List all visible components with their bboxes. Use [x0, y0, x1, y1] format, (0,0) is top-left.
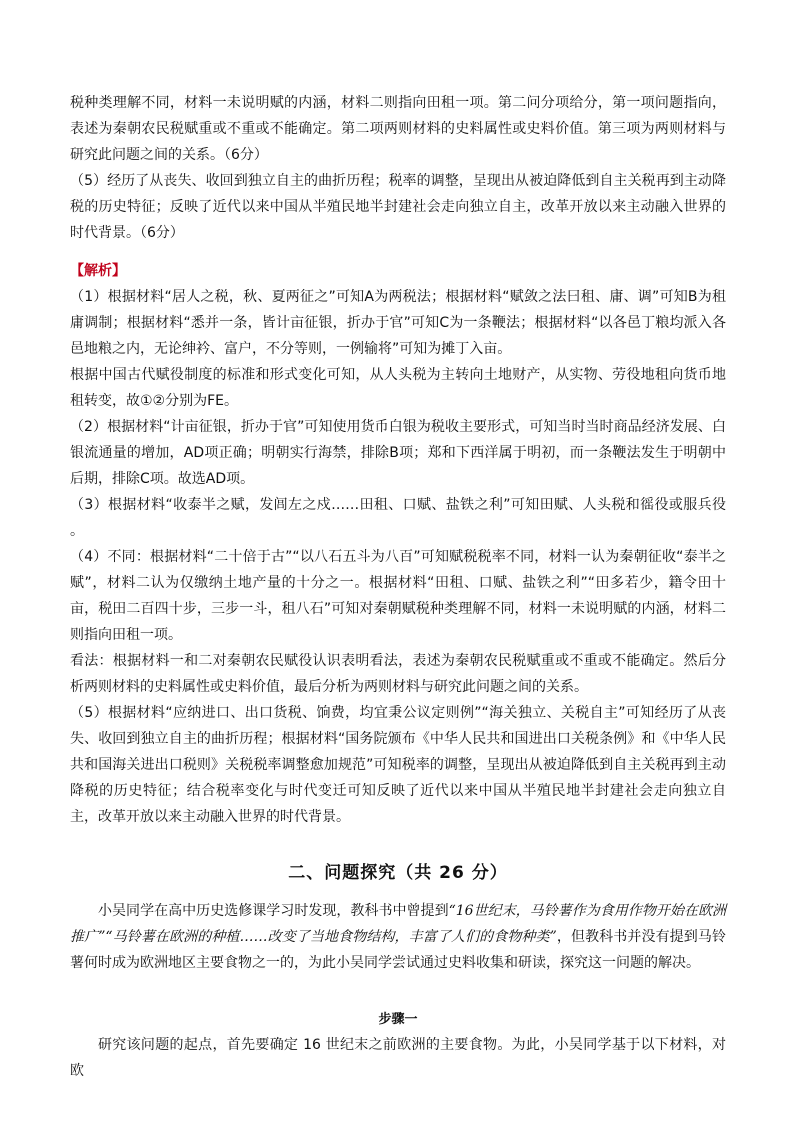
textbook-quote-2: “马铃薯在欧洲的种植……改变了当地食物结构，丰富了人们的食物种类” — [105, 929, 557, 945]
step-one-section — [70, 1032, 726, 1084]
intro-text-b: ，但教科书并没有提到马铃薯何时成为欧洲地区主要食物之一的，为此小吴同学尝试通过史料收集和研读，探究这一问题的解决。 — [70, 929, 726, 971]
textbook-quote-1: “16世纪末，马铃薯作为食用作物开始在欧洲推广” — [70, 903, 726, 945]
section-title: 二、问题探究（共 26 分） — [288, 863, 508, 883]
intro-text-a: 小吴同学在高中历史选修课学习时发现，教科书中曾提到 — [98, 903, 449, 919]
analysis-q4-view: 看法：根据材料一和二对秦朝农民赋役认识表明看法，表述为秦朝农民税赋重或不重或不能确定。然后分析两则材料的史料属性或史料价值，最后分析为两则材料与研究此问题之间的关系。 — [70, 653, 726, 695]
analysis-q1: （1）根据材料“居人之税，秋、夏两征之”可知A为两税法；根据材料“赋敛之法曰租、庸、调”可知B为租庸调制；根据材料“悉并一条，皆计亩征银，折办于官”可知C为一条鞭法；根据材料“以各邑丁粮均派入各邑地粮之内，无论绅衿、富户，不分等则，一例输将”可知为摊丁入亩。 — [70, 289, 726, 357]
answer-q4-continued: 税种类理解不同，材料一未说明赋的内涵，材料二则指向田租一项。第二问分项给分，第一项问题指向，表述为秦朝农民税赋重或不重或不能确定。第二项两则材料的史料属性或史料价值。第三项为两则材料与研究此问题之间的关系。（6分） — [70, 95, 726, 163]
step-label: 步骤一 — [378, 1012, 418, 1027]
section-intro — [70, 898, 726, 976]
analysis-section — [70, 258, 726, 830]
analysis-q1-conclusion: 根据中国古代赋役制度的标准和形式变化可知，从人头税为主转向土地财产，从实物、劳役地租向货币地租转变，故①②分别为FE。 — [70, 367, 726, 409]
answer-q5: （5）经历了从丧失、收回到独立自主的曲折历程；税率的调整，呈现出从被迫降低到自主关税再到主动降税的历史特征；反映了近代以来中国从半殖民地半封建社会走向独立自主，改革开放以来主动融入世界的时代背景。（6分） — [70, 173, 726, 241]
analysis-q2: （2）根据材料“计亩征银，折办于官”可知使用货币白银为税收主要形式，可知当时当时商品经济发展、白银流通量的增加，AD项正确；明朝实行海禁，排除B项；郑和下西洋属于明初，而一条鞭法发生于明朝中后期，排除C项。故选AD项。 — [70, 419, 726, 487]
analysis-q5: （5）根据材料“应纳进口、出口货税、饷费，均宜秉公议定则例”“海关独立、关税自主”可知经历了从丧失、收回到独立自主的曲折历程；根据材料“国务院颁布《中华人民共和国进出口关税条例》和《中华人民共和国海关进出口税则》关税税率调整愈加规范”可知税率的调整，呈现出从被迫降低到自主关税再到主动降税的历史特征；结合税率变化与时代变迁可知反映了近代以来中国从半殖民地半封建社会走向独立自主，改革开放以来主动融入世界的时代背景。 — [70, 705, 726, 825]
analysis-label: 【解析】 — [70, 263, 126, 279]
intro-paragraph — [70, 898, 726, 976]
analysis-q3: （3）根据材料“收泰半之赋，发闾左之戍……田租、口赋、盐铁之利”可知田赋、人头税和徭役或服兵役 。 — [70, 497, 726, 539]
analysis-q4: （4）不同：根据材料“二十倍于古”“以八石五斗为八百”可知赋税税率不同，材料一认为秦朝征收“泰半之赋”，材料二认为仅缴纳土地产量的十分之一。根据材料“田租、口赋、盐铁之利”“田多若少，籍令田十亩，税田二百四十步，三步一斗，租八石”可知对秦朝赋税种类理解不同，材料一未说明赋的内涵，材料二则指向田租一项。 — [70, 549, 726, 643]
answer-section — [70, 90, 726, 246]
step-one-text: 研究该问题的起点，首先要确定 16 世纪末之前欧洲的主要食物。为此，小吴同学基于以下材料，对欧 — [70, 1037, 726, 1079]
